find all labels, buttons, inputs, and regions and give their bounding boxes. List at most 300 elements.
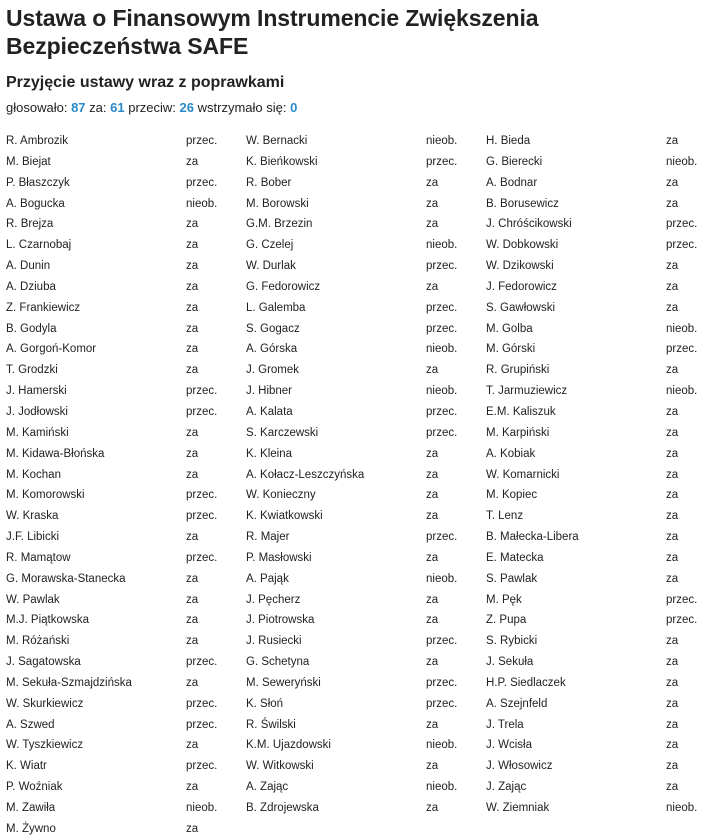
senator-name: J. Pęcherz: [246, 593, 301, 606]
senator-name: M. Golba: [486, 322, 533, 335]
senator-row: [6, 256, 246, 277]
senator-vote: przec.: [186, 510, 218, 523]
senator-name: G. Schetyna: [246, 656, 310, 669]
senator-name: M. Borowski: [246, 197, 309, 210]
senator-row: [6, 444, 246, 465]
senator-name: K. Słoń: [246, 697, 284, 710]
senator-row: [486, 569, 723, 590]
senator-name: M.J. Piątkowska: [6, 614, 90, 627]
senator-name: M. Kamiński: [6, 426, 69, 439]
senator-name: Z. Frankiewicz: [6, 301, 81, 314]
senator-vote: nieob.: [666, 322, 698, 335]
senator-row: [6, 298, 246, 319]
senator-vote: za: [666, 551, 679, 564]
senator-name: M. Komorowski: [6, 489, 85, 502]
senator-row: [486, 423, 723, 444]
senator-name: R. Mamątow: [6, 551, 71, 564]
senator-name: A. Pająk: [246, 572, 289, 585]
senator-vote: przec.: [426, 301, 458, 314]
senator-name: R. Ambrozik: [6, 135, 68, 147]
senator-name: B. Godyla: [6, 322, 57, 335]
senator-row: [6, 798, 246, 819]
senator-vote: za: [666, 426, 679, 439]
senator-name: M. Zawiła: [6, 802, 56, 814]
senator-vote: nieob.: [666, 802, 698, 814]
senator-vote: przec.: [186, 697, 218, 710]
senator-row: [6, 173, 246, 194]
senator-vote: za: [426, 364, 439, 377]
senator-name: J. Gromek: [246, 364, 300, 377]
senator-row: [6, 339, 246, 360]
senator-name: G. Fedorowicz: [246, 280, 321, 293]
senator-vote: za: [666, 447, 679, 460]
senator-row: [6, 381, 246, 402]
senator-row: [6, 402, 246, 423]
senator-vote: za: [186, 635, 199, 648]
senator-row: [486, 673, 723, 694]
senator-row: [246, 298, 486, 319]
senator-name: A. Szwed: [6, 718, 55, 731]
senator-vote: przec.: [666, 614, 698, 627]
senator-name: J. Hamerski: [6, 385, 67, 398]
senator-vote: przec.: [186, 718, 218, 731]
senator-row: [246, 131, 486, 152]
senator-vote: za: [426, 468, 439, 481]
senator-row: [486, 360, 723, 381]
senator-row: [486, 214, 723, 235]
senator-row: [486, 277, 723, 298]
senator-name: K.M. Ujazdowski: [246, 739, 331, 752]
senator-vote: nieob.: [426, 739, 458, 752]
senator-name: T. Grodzki: [6, 364, 58, 377]
senator-vote: za: [666, 572, 679, 585]
senator-name: S. Pawlak: [486, 572, 538, 585]
senator-name: P. Woźniak: [6, 781, 63, 794]
senator-vote: za: [186, 572, 199, 585]
senator-name: J. Zając: [486, 781, 527, 794]
senator-row: [486, 298, 723, 319]
senator-row: [246, 548, 486, 569]
senator-vote: za: [186, 155, 199, 168]
senator-vote: przec.: [426, 697, 458, 710]
senator-vote: za: [186, 343, 199, 356]
senator-vote: za: [666, 718, 679, 731]
against-label: przeciw:: [128, 100, 176, 115]
senator-row: [246, 235, 486, 256]
senator-vote: za: [186, 676, 199, 689]
abstain-label: wstrzymało się:: [197, 100, 287, 115]
senator-name: A. Bodnar: [486, 176, 538, 189]
senator-row: [246, 569, 486, 590]
senator-name: B. Zdrojewska: [246, 802, 319, 814]
senator-vote: nieob.: [426, 781, 458, 794]
senator-name: G. Bierecki: [486, 155, 543, 168]
senator-vote: za: [666, 739, 679, 752]
senator-name: A. Szejnfeld: [486, 697, 548, 710]
senator-row: [6, 319, 246, 340]
senator-row: [486, 735, 723, 756]
senator-name: J. Jodłowski: [6, 405, 68, 418]
senator-vote: przec.: [426, 322, 458, 335]
voted-count: 87: [71, 100, 86, 115]
senator-vote: za: [186, 218, 199, 231]
senator-row: [246, 694, 486, 715]
senator-name: J. Rusiecki: [246, 635, 302, 648]
senator-vote: nieob.: [666, 155, 698, 168]
senator-row: [486, 339, 723, 360]
senator-vote: za: [426, 280, 439, 293]
senator-name: L. Czarnobaj: [6, 239, 72, 252]
senator-row: [246, 360, 486, 381]
senator-name: B. Borusewicz: [486, 197, 559, 210]
senator-vote: nieob.: [426, 239, 458, 252]
senator-vote: za: [426, 176, 439, 189]
senator-vote: za: [186, 468, 199, 481]
senator-name: K. Bieńkowski: [246, 155, 318, 168]
senator-name: K. Wiatr: [6, 760, 47, 773]
senator-name: M. Sekuła-Szmajdzińska: [6, 676, 132, 689]
senator-name: A. Zając: [246, 781, 289, 794]
senator-vote: nieob.: [426, 343, 458, 356]
vote-column: [486, 131, 723, 819]
senator-name: W. Komarnicki: [486, 468, 560, 481]
senator-row: [6, 694, 246, 715]
voted-label: głosowało:: [6, 100, 68, 115]
senator-row: [6, 465, 246, 486]
senator-vote: za: [426, 718, 439, 731]
senator-row: [246, 506, 486, 527]
senator-row: [486, 506, 723, 527]
senator-name: S. Karczewski: [246, 426, 319, 439]
senator-name: W. Bernacki: [246, 135, 308, 147]
senator-vote: przec.: [426, 405, 458, 418]
senator-row: [246, 527, 486, 548]
senator-row: [486, 173, 723, 194]
senator-vote: nieob.: [186, 197, 218, 210]
senator-name: A. Kalata: [246, 405, 293, 418]
senator-vote: przec.: [186, 656, 218, 669]
senator-row: [6, 277, 246, 298]
senator-name: M. Żywno: [6, 822, 56, 835]
senator-vote: za: [186, 239, 199, 252]
senator-vote: za: [666, 364, 679, 377]
senator-vote: przec.: [666, 218, 698, 231]
senator-name: A. Kobiak: [486, 447, 536, 460]
senator-row: [246, 610, 486, 631]
senator-vote: za: [186, 822, 199, 835]
senator-name: M. Kochan: [6, 468, 61, 481]
senator-vote: za: [666, 197, 679, 210]
senator-row: [6, 152, 246, 173]
senator-row: [6, 652, 246, 673]
senator-row: [486, 527, 723, 548]
senator-name: H. Bieda: [486, 135, 531, 147]
senator-name: E. Matecka: [486, 551, 544, 564]
senator-vote: za: [666, 656, 679, 669]
senator-row: [486, 256, 723, 277]
senator-row: [246, 381, 486, 402]
senator-row: [246, 339, 486, 360]
senator-vote: za: [666, 781, 679, 794]
senator-vote: przec.: [186, 135, 218, 147]
senator-vote: przec.: [186, 176, 218, 189]
senator-name: J.F. Libicki: [6, 531, 60, 544]
senator-vote: za: [186, 739, 199, 752]
senator-name: M. Kidawa-Błońska: [6, 447, 105, 460]
senator-vote: za: [426, 760, 439, 773]
senator-row: [6, 506, 246, 527]
senator-row: [6, 235, 246, 256]
senator-row: [486, 610, 723, 631]
senator-name: A. Dunin: [6, 260, 51, 273]
vote-column: [6, 131, 246, 840]
senator-row: [486, 381, 723, 402]
senator-row: [246, 652, 486, 673]
senator-vote: za: [186, 781, 199, 794]
senator-name: K. Kwiatkowski: [246, 510, 323, 523]
senator-vote: za: [426, 197, 439, 210]
senator-row: [486, 319, 723, 340]
senator-vote: za: [426, 510, 439, 523]
senator-row: [486, 444, 723, 465]
senator-name: A. Kołacz-Leszczyńska: [246, 468, 365, 481]
senator-row: [246, 777, 486, 798]
senator-vote: za: [666, 280, 679, 293]
senator-name: S. Gogacz: [246, 322, 300, 335]
senator-vote: nieob.: [426, 135, 458, 147]
senator-vote: za: [666, 531, 679, 544]
senator-vote: przec.: [666, 343, 698, 356]
page-content: [0, 0, 723, 117]
senator-vote: za: [666, 510, 679, 523]
senator-row: [486, 777, 723, 798]
senator-name: A. Dziuba: [6, 280, 56, 293]
senator-vote: przec.: [186, 489, 218, 502]
senator-vote: za: [186, 447, 199, 460]
senator-name: B. Małecka-Libera: [486, 531, 579, 544]
senator-vote: za: [666, 260, 679, 273]
senator-row: [246, 756, 486, 777]
senator-name: P. Masłowski: [246, 551, 312, 564]
senator-name: W. Ziemniak: [486, 802, 550, 814]
senator-vote: za: [666, 676, 679, 689]
senator-row: [6, 735, 246, 756]
senator-vote: nieob.: [186, 802, 218, 814]
senator-row: [246, 715, 486, 736]
senator-vote: za: [186, 531, 199, 544]
senator-name: J. Sekuła: [486, 656, 534, 669]
senator-vote: za: [426, 614, 439, 627]
senator-vote: za: [426, 489, 439, 502]
senator-row: [486, 548, 723, 569]
senator-vote: za: [186, 322, 199, 335]
senator-row: [486, 756, 723, 777]
senator-name: M. Karpiński: [486, 426, 550, 439]
senator-vote: za: [426, 656, 439, 669]
senator-name: J. Wcisła: [486, 739, 532, 752]
senator-vote: nieob.: [426, 572, 458, 585]
senator-name: H.P. Siedlaczek: [486, 676, 566, 689]
senator-vote: za: [666, 635, 679, 648]
senator-row: [486, 235, 723, 256]
senator-row: [6, 131, 246, 152]
senator-name: E.M. Kaliszuk: [486, 405, 556, 418]
senator-name: L. Galemba: [246, 301, 306, 314]
senator-name: A. Górska: [246, 343, 298, 356]
senator-vote: przec.: [426, 155, 458, 168]
senator-row: [486, 485, 723, 506]
senator-name: J. Chróścikowski: [486, 218, 572, 231]
senator-row: [486, 652, 723, 673]
senator-row: [246, 214, 486, 235]
senator-name: W. Tyszkiewicz: [6, 739, 84, 752]
abstain-count: 0: [290, 100, 298, 115]
senator-row: [246, 485, 486, 506]
senator-name: J. Fedorowicz: [486, 280, 557, 293]
senator-row: [486, 465, 723, 486]
senator-vote: za: [186, 280, 199, 293]
senator-name: W. Durlak: [246, 260, 296, 273]
senator-vote: przec.: [426, 635, 458, 648]
senator-name: T. Lenz: [486, 510, 524, 523]
senator-name: W. Dzikowski: [486, 260, 554, 273]
for-count: 61: [110, 100, 125, 115]
senator-row: [486, 194, 723, 215]
senator-vote: za: [186, 364, 199, 377]
senator-row: [486, 590, 723, 611]
senator-name: M. Biejat: [6, 155, 51, 168]
senator-row: [246, 465, 486, 486]
senator-vote: za: [186, 593, 199, 606]
senator-vote: przec.: [186, 385, 218, 398]
senator-row: [6, 673, 246, 694]
senator-row: [6, 610, 246, 631]
senator-row: [246, 735, 486, 756]
senator-name: W. Pawlak: [6, 593, 60, 606]
senator-vote: za: [666, 176, 679, 189]
senator-name: S. Rybicki: [486, 635, 538, 648]
senator-row: [246, 673, 486, 694]
senator-vote: za: [186, 614, 199, 627]
for-label: za:: [89, 100, 107, 115]
senator-row: [6, 214, 246, 235]
senator-vote: przec.: [666, 239, 698, 252]
senator-row: [246, 631, 486, 652]
senator-name: T. Jarmuziewicz: [486, 385, 568, 398]
senator-row: [486, 152, 723, 173]
senator-name: J. Włosowicz: [486, 760, 553, 773]
senator-row: [246, 173, 486, 194]
senator-name: W. Konieczny: [246, 489, 316, 502]
senator-name: R. Brejza: [6, 218, 54, 231]
page-title: Ustawa o Finansowym Instrumencie Zwiększenia Bezpieczeństwa SAFE: [6, 5, 539, 59]
senator-vote: przec.: [426, 426, 458, 439]
senator-name: M. Pęk: [486, 593, 522, 606]
vote-summary: [6, 99, 717, 117]
senator-vote: za: [186, 260, 199, 273]
senator-name: M. Kopiec: [486, 489, 538, 502]
against-count: 26: [179, 100, 194, 115]
senator-row: [486, 715, 723, 736]
senator-row: [6, 548, 246, 569]
senator-row: [246, 798, 486, 819]
senator-vote: za: [666, 301, 679, 314]
senator-row: [246, 444, 486, 465]
senator-row: [246, 194, 486, 215]
vote-column: [246, 131, 486, 819]
senator-vote: przec.: [186, 760, 218, 773]
senator-row: [486, 631, 723, 652]
senator-name: S. Gawłowski: [486, 301, 556, 314]
senator-name: K. Kleina: [246, 447, 293, 460]
senator-name: R. Świlski: [246, 718, 296, 731]
senator-vote: nieob.: [426, 385, 458, 398]
senator-vote: za: [666, 760, 679, 773]
senator-row: [246, 402, 486, 423]
senator-name: A. Bogucka: [6, 197, 65, 210]
senator-row: [6, 590, 246, 611]
senator-row: [6, 715, 246, 736]
senator-vote: nieob.: [666, 385, 698, 398]
senator-name: W. Kraska: [6, 510, 59, 523]
senator-name: M. Górski: [486, 343, 536, 356]
senator-row: [486, 694, 723, 715]
senator-name: R. Majer: [246, 531, 290, 544]
senator-row: [6, 527, 246, 548]
senator-vote: przec.: [426, 676, 458, 689]
senator-name: M. Różański: [6, 635, 70, 648]
senator-vote: przec.: [186, 551, 218, 564]
senator-name: R. Grupiński: [486, 364, 550, 377]
senator-row: [246, 256, 486, 277]
senator-name: R. Bober: [246, 176, 292, 189]
senator-row: [6, 819, 246, 840]
senator-vote: za: [186, 301, 199, 314]
senator-vote: za: [426, 447, 439, 460]
senator-vote: za: [426, 218, 439, 231]
senator-name: J. Trela: [486, 718, 524, 731]
senator-row: [6, 631, 246, 652]
senator-vote: za: [666, 135, 679, 147]
senator-row: [486, 131, 723, 152]
senator-name: G.M. Brzezin: [246, 218, 313, 231]
senator-row: [246, 590, 486, 611]
senator-name: J. Sagatowska: [6, 656, 81, 669]
senator-name: G. Czelej: [246, 239, 294, 252]
senator-vote: przec.: [186, 405, 218, 418]
senator-vote: za: [426, 551, 439, 564]
senator-vote: przec.: [426, 531, 458, 544]
senator-row: [246, 152, 486, 173]
senator-vote: za: [666, 405, 679, 418]
vote-subtitle: Przyjęcie ustawy wraz z poprawkami: [6, 74, 285, 91]
senator-row: [486, 798, 723, 819]
senator-row: [486, 402, 723, 423]
senator-row: [246, 277, 486, 298]
senator-row: [6, 569, 246, 590]
senator-vote: za: [426, 802, 439, 814]
senator-name: G. Morawska-Stanecka: [6, 572, 126, 585]
senator-name: J. Hibner: [246, 385, 293, 398]
senator-row: [246, 423, 486, 444]
senator-name: A. Gorgoń-Komor: [6, 343, 97, 356]
senator-vote: za: [666, 468, 679, 481]
senator-row: [6, 423, 246, 444]
senator-name: W. Dobkowski: [486, 239, 559, 252]
senator-name: M. Seweryński: [246, 676, 321, 689]
senator-row: [6, 756, 246, 777]
senator-row: [6, 485, 246, 506]
